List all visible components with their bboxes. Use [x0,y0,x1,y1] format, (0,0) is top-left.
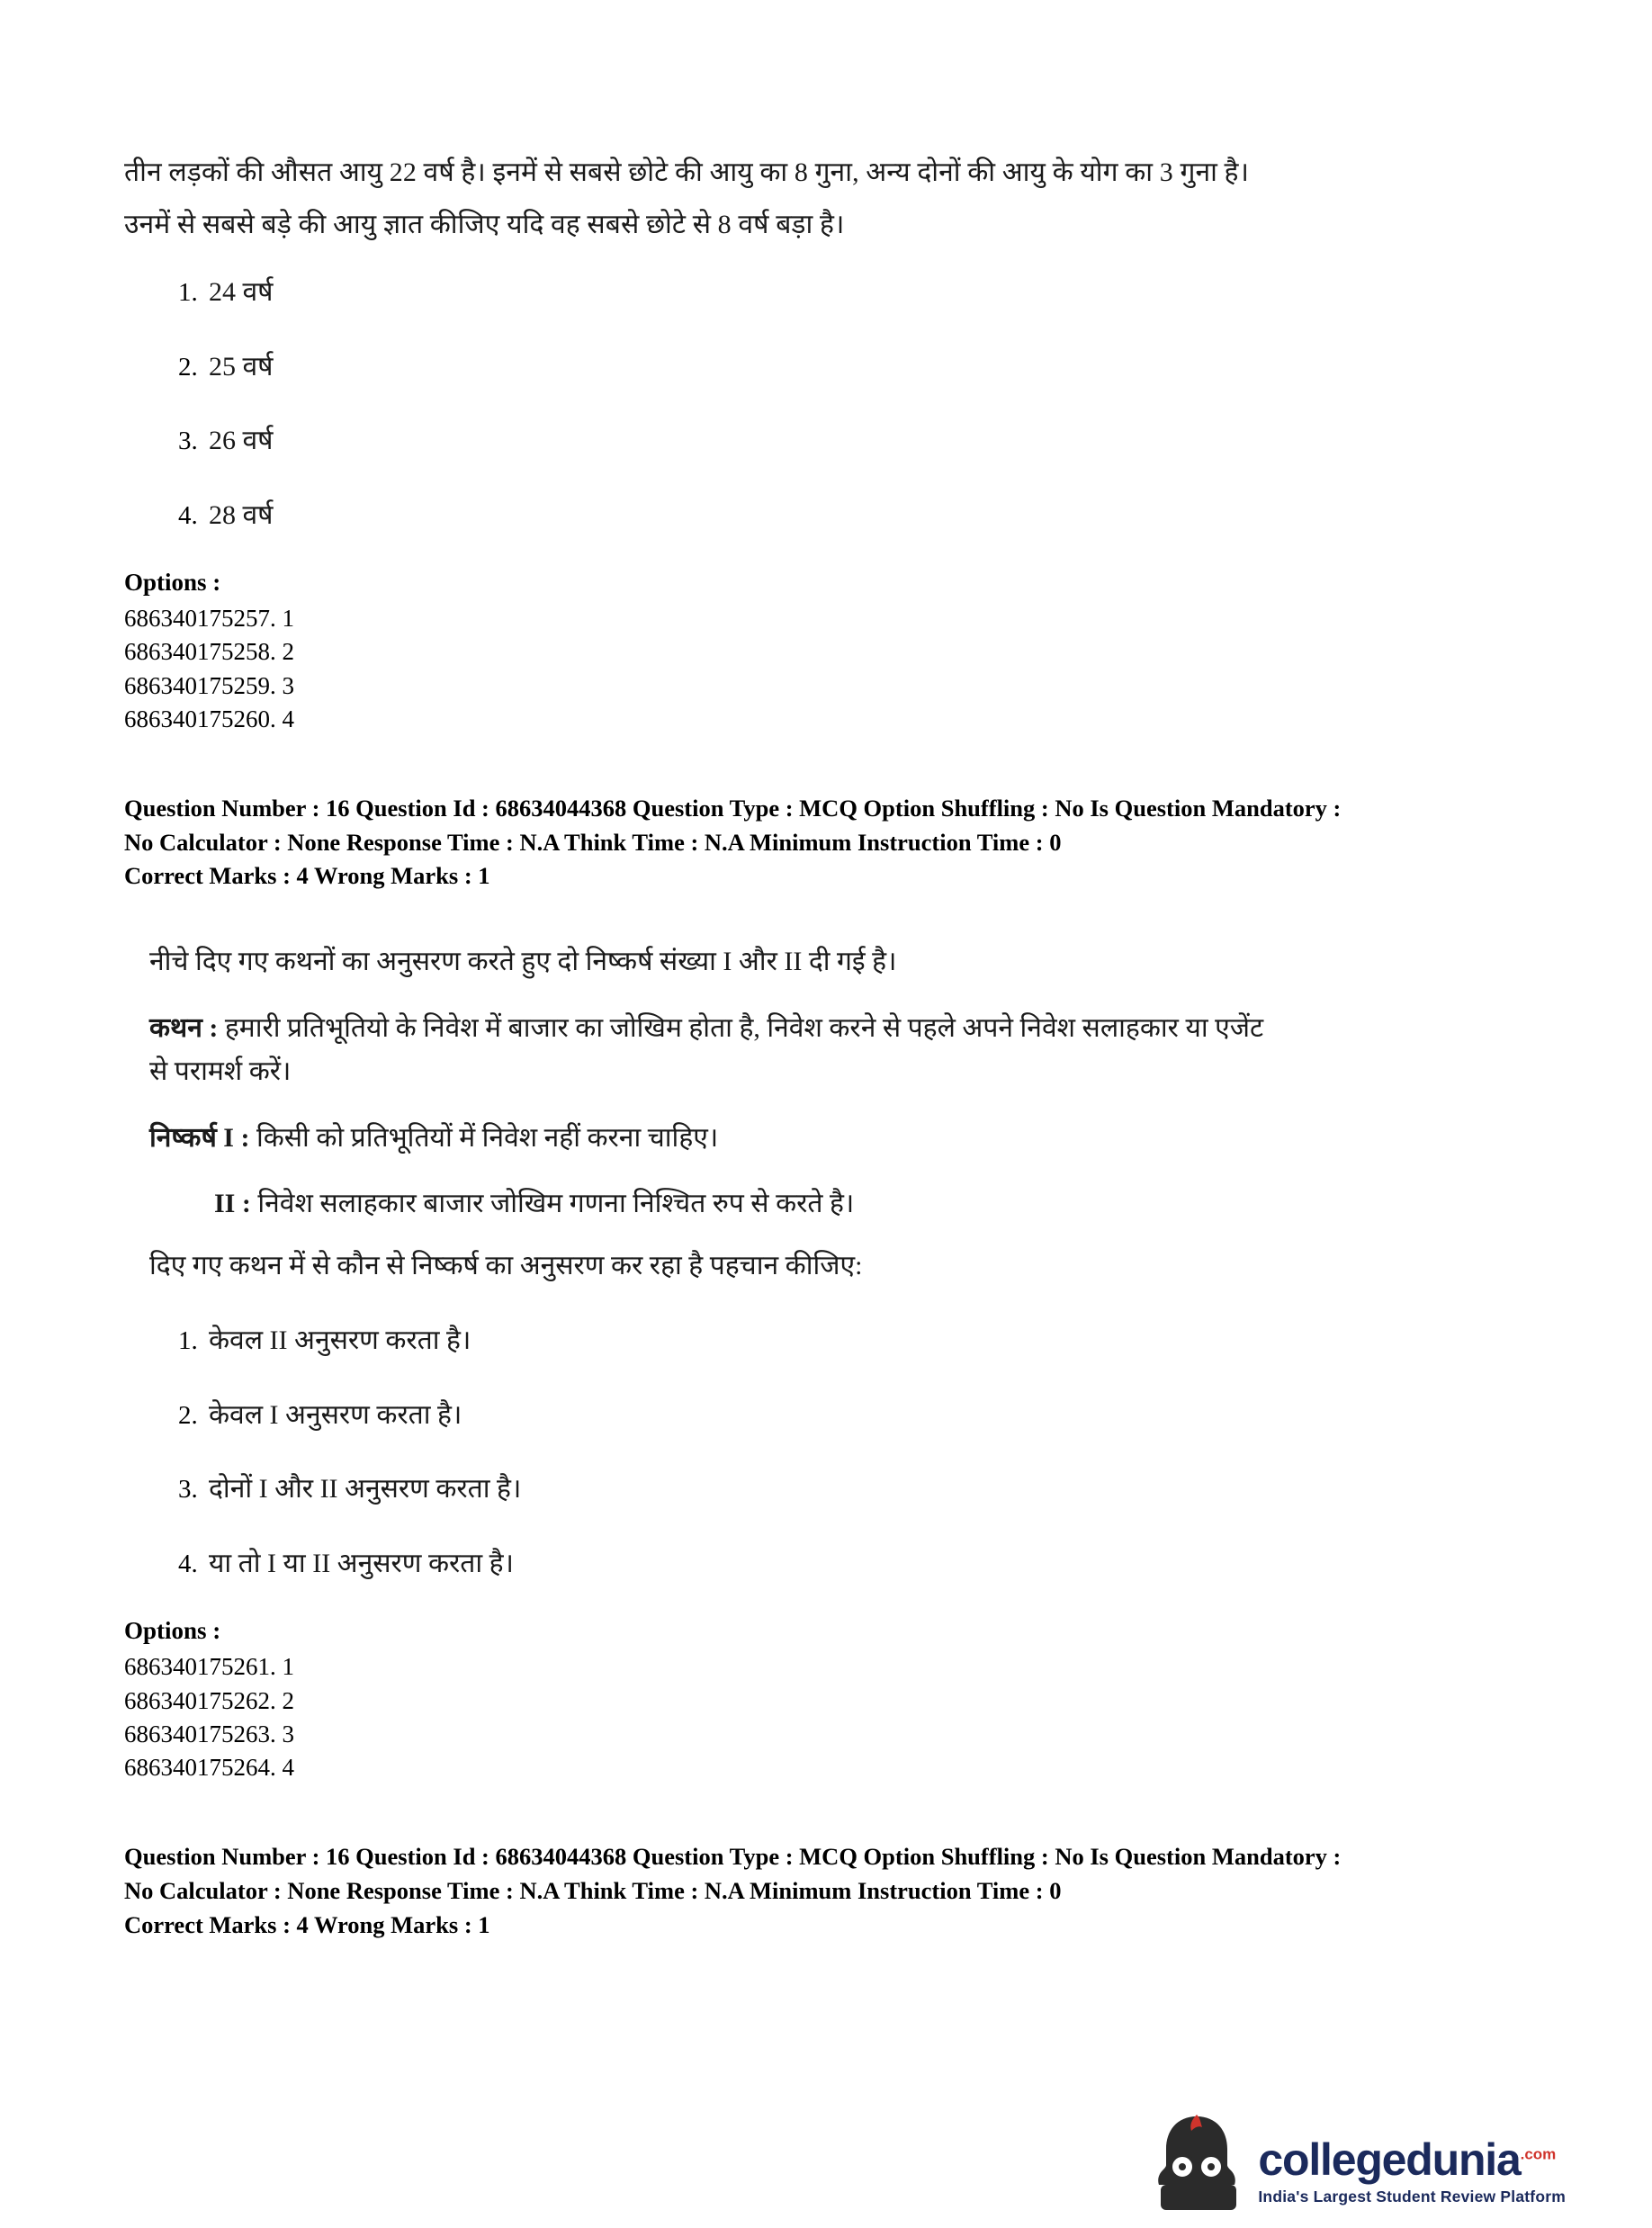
question-1-stem-line-2: उनमें से सबसे बड़े की आयु ज्ञात कीजिए यदि वह सबसे छोटे से 8 वर्ष बड़ा है। [124,210,845,239]
choice-text: दोनों I और II अनुसरण करता है। [209,1474,522,1505]
statement-label: कथन : [149,1012,219,1043]
question-1-choice-4[interactable] [178,495,1546,537]
options-label: Options : [124,1617,221,1645]
choice-number: 1. [178,278,198,307]
choice-text: 25 वर्ष [209,351,274,382]
choice-number: 3. [178,1475,198,1505]
choice-text: या तो I या II अनुसरण करता है। [209,1548,514,1578]
meta-line-1: Question Number : 16 Question Id : 68634044368 Question Type : MCQ Option Shuffling : No Is Question Mandatory : [124,795,1342,822]
question-1-choice-3[interactable] [178,420,1546,463]
option-id: 686340175261. 1 [124,1653,294,1681]
choice-number: 3. [178,427,198,455]
collegedunia-wordmark [1258,2134,1566,2212]
meta-line-3: Correct Marks : 4 Wrong Marks : 1 [124,1910,490,1938]
question-1-meta [124,792,1546,894]
question-1-options-block [124,569,1546,736]
question-2-block [124,940,1546,1785]
statement-text-line-1: हमारी प्रतिभूतियो के निवेश में बाजार का जोखिम होता है, निवेश करने से पहले अपने निवेश सलाहकार या एजेंट [224,1012,1264,1043]
collegedunia-watermark [1148,2111,1566,2212]
choice-number: 1. [178,1326,198,1356]
brand-domain-suffix: .com [1520,2145,1557,2163]
choice-text: 24 वर्ष [209,277,274,307]
option-id: 686340175258. 2 [124,638,294,666]
question-2-conclusion-2 [214,1183,1546,1226]
option-id: 686340175264. 4 [124,1754,294,1782]
conclusion-2-text: निवेश सलाहकार बाजार जोखिम गणना निश्चित रुप से करते है। [257,1188,855,1218]
question-1-stem-line-1: तीन लड़कों की औसत आयु 22 वर्ष है। इनमें से सबसे छोटे की आयु का 8 गुना, अन्य दोनों की आयु के योग का 3 गुना है। [124,157,1250,187]
choice-text: 26 वर्ष [209,426,274,455]
question-1-choice-list [124,272,1546,536]
choice-text: केवल I अनुसरण करता है। [209,1399,462,1430]
option-id: 686340175257. 1 [124,605,294,632]
option-id: 686340175260. 4 [124,705,294,732]
brand-name [1258,2134,1557,2185]
question-2-meta [124,1840,1546,1942]
meta-line-2: No Calculator : None Response Time : N.A Think Time : N.A Minimum Instruction Time : 0 [124,1877,1062,1904]
conclusion-label: निष्कर्ष I : [149,1122,250,1153]
option-id: 686340175262. 2 [124,1686,294,1714]
choice-number: 4. [178,500,198,530]
conclusion-1-text: किसी को प्रतिभूतियों में निवेश नहीं करना चाहिए। [256,1122,719,1153]
question-1-block [124,151,1546,736]
choice-text: केवल II अनुसरण करता है। [209,1325,471,1356]
question-2-options-block [124,1617,1546,1784]
meta-line-1: Question Number : 16 Question Id : 68634044368 Question Type : MCQ Option Shuffling : No Is Question Mandatory : [124,1843,1342,1871]
question-2-ask: दिए गए कथन में से कौन से निष्कर्ष का अनुसरण कर रहा है पहचान कीजिए: [149,1251,863,1281]
choice-number: 2. [178,352,198,382]
question-2-choice-2[interactable] [178,1395,1546,1437]
question-2-intro: नीचे दिए गए कथनों का अनुसरण करते हुए दो निष्कर्ष संख्या I और II दी गई है। [149,946,897,976]
collegedunia-mascot-icon [1148,2111,1245,2212]
conclusion-2-label: II : [214,1188,251,1218]
options-label: Options : [124,569,221,596]
choice-text: 28 वर्ष [209,499,274,530]
question-2-conclusion-1 [149,1117,1546,1160]
question-2-choice-1[interactable] [178,1320,1546,1362]
option-id: 686340175263. 3 [124,1720,294,1747]
question-2-choice-list [124,1320,1546,1585]
choice-number: 4. [178,1549,198,1578]
question-2-choice-4[interactable] [178,1543,1546,1586]
statement-text-line-2: से परामर्श करें। [149,1056,292,1086]
brand-name-text: collegedunia [1258,2134,1521,2185]
option-id: 686340175259. 3 [124,671,294,699]
question-2-choice-3[interactable] [178,1469,1546,1511]
meta-line-2: No Calculator : None Response Time : N.A Think Time : N.A Minimum Instruction Time : 0 [124,828,1062,856]
question-2-statement [149,1007,1546,1093]
document-content [124,151,1546,1942]
question-1-choice-1[interactable] [178,272,1546,314]
question-1-choice-2[interactable] [178,346,1546,389]
choice-number: 2. [178,1400,198,1430]
brand-tagline: India's Largest Student Review Platform [1258,2188,1566,2206]
meta-line-3: Correct Marks : 4 Wrong Marks : 1 [124,862,490,890]
